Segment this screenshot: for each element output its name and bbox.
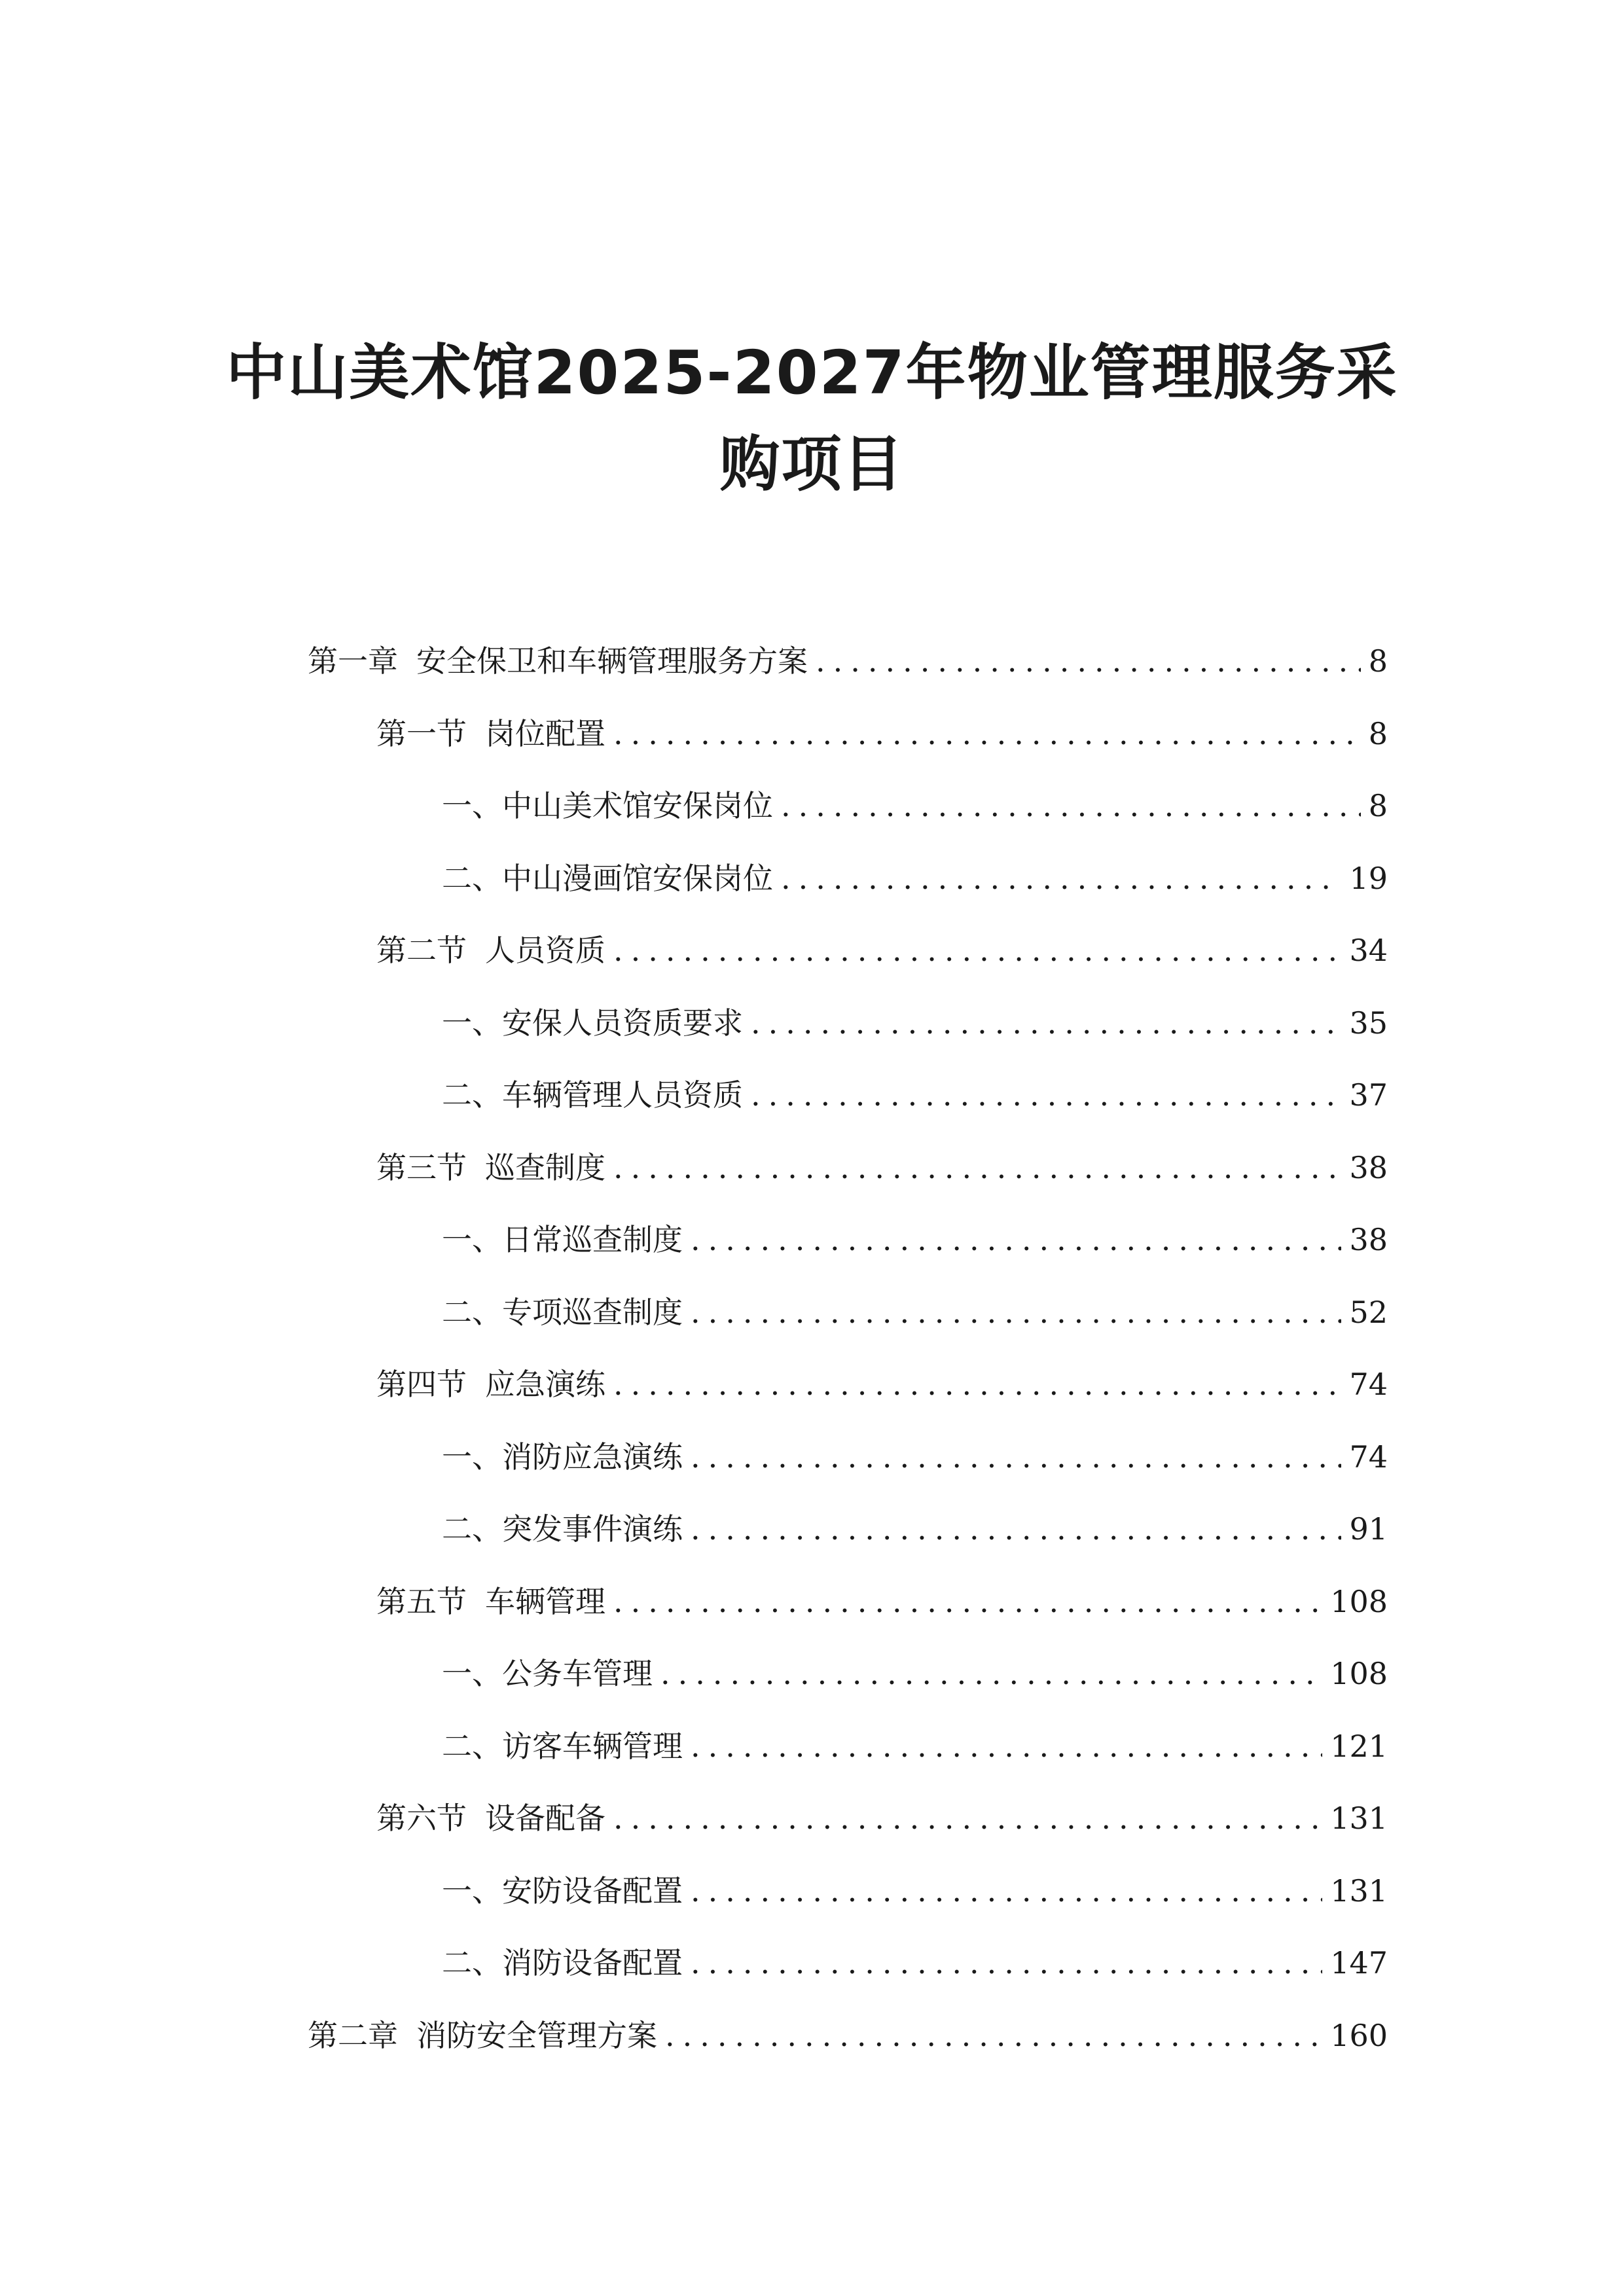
toc-entry[interactable] — [308, 714, 1388, 787]
toc-entry-number: 第二章 — [308, 2017, 398, 2053]
toc-dot-leader — [613, 1148, 1341, 1187]
document-title-line-2: 购项目 — [719, 429, 905, 499]
toc-entry-label: 应急演练 — [485, 1367, 605, 1402]
toc-entry[interactable] — [308, 1003, 1388, 1076]
toc-dot-leader — [816, 641, 1361, 681]
toc-entry-number: 第二节 — [376, 933, 467, 968]
toc-dot-leader — [751, 1075, 1341, 1115]
toc-entry-number: 二、 — [442, 1294, 502, 1330]
toc-entry-page-number: 147 — [1330, 1945, 1388, 1981]
toc-entry-page-number: 91 — [1349, 1511, 1388, 1547]
toc-entry-page-number: 8 — [1368, 643, 1388, 679]
toc-entry-label: 访客车辆管理 — [502, 1728, 683, 1764]
toc-entry-label: 车辆管理人员资质 — [502, 1077, 743, 1113]
document-title-line-1: 中山美术馆2025-2027年物业管理服务采 — [226, 338, 1398, 408]
toc-entry-label: 消防安全管理方案 — [416, 2017, 657, 2053]
toc-entry-number: 第三节 — [376, 1149, 467, 1185]
toc-entry-page-number: 38 — [1349, 1222, 1388, 1257]
toc-dot-leader — [781, 859, 1341, 898]
toc-entry-number: 二、 — [442, 1728, 502, 1764]
toc-dot-leader — [691, 1871, 1322, 1910]
toc-dot-leader — [660, 1654, 1322, 1693]
toc-dot-leader — [691, 1943, 1322, 1982]
toc-entry[interactable] — [308, 1943, 1388, 2016]
toc-entry[interactable] — [308, 1075, 1388, 1148]
toc-entry-page-number: 131 — [1330, 1801, 1388, 1836]
toc-entry-label: 车辆管理 — [485, 1583, 605, 1619]
toc-entry[interactable] — [308, 1871, 1388, 1944]
toc-entry-number: 二、 — [442, 1511, 502, 1547]
toc-entry-page-number: 121 — [1330, 1728, 1388, 1764]
toc-entry-label: 安防设备配置 — [502, 1873, 683, 1909]
toc-dot-leader — [613, 714, 1361, 753]
toc-entry-number: 第五节 — [376, 1583, 467, 1619]
toc-dot-leader — [691, 1437, 1341, 1477]
toc-entry-number: 一、 — [442, 1873, 502, 1909]
toc-entry-number: 第一章 — [308, 643, 398, 679]
toc-entry-label: 专项巡查制度 — [502, 1294, 683, 1330]
toc-dot-leader — [781, 786, 1361, 825]
toc-entry-label: 日常巡查制度 — [502, 1222, 683, 1257]
toc-entry-number: 二、 — [442, 860, 502, 896]
toc-entry-number: 第六节 — [376, 1801, 467, 1836]
toc-dot-leader — [691, 1293, 1341, 1332]
table-of-contents — [308, 641, 1388, 2088]
toc-entry-label: 中山美术馆安保岗位 — [502, 788, 773, 823]
toc-entry-label: 人员资质 — [485, 933, 605, 968]
toc-entry-page-number: 52 — [1349, 1294, 1388, 1330]
toc-entry-label: 突发事件演练 — [502, 1511, 683, 1547]
toc-entry-page-number: 8 — [1368, 788, 1388, 823]
toc-entry-page-number: 19 — [1349, 860, 1388, 896]
toc-entry[interactable] — [308, 931, 1388, 1003]
toc-entry[interactable] — [308, 2016, 1388, 2089]
toc-entry[interactable] — [308, 1582, 1388, 1655]
toc-entry-page-number: 74 — [1349, 1367, 1388, 1402]
toc-entry-number: 二、 — [442, 1077, 502, 1113]
toc-entry-label: 设备配备 — [485, 1801, 605, 1836]
toc-dot-leader — [691, 1220, 1341, 1259]
toc-entry-page-number: 131 — [1330, 1873, 1388, 1909]
toc-entry-label: 消防设备配置 — [502, 1945, 683, 1981]
toc-entry-number: 第四节 — [376, 1367, 467, 1402]
toc-entry[interactable] — [308, 1293, 1388, 1365]
toc-entry[interactable] — [308, 1654, 1388, 1727]
toc-dot-leader — [691, 1727, 1322, 1766]
toc-entry[interactable] — [308, 1727, 1388, 1799]
toc-entry-page-number: 38 — [1349, 1149, 1388, 1185]
toc-entry[interactable] — [308, 1437, 1388, 1510]
toc-entry-page-number: 34 — [1349, 933, 1388, 968]
toc-entry-number: 一、 — [442, 1005, 502, 1041]
toc-entry[interactable] — [308, 859, 1388, 931]
toc-dot-leader — [691, 1509, 1341, 1549]
toc-entry[interactable] — [308, 1220, 1388, 1293]
toc-entry-number: 一、 — [442, 788, 502, 823]
toc-entry-number: 一、 — [442, 1222, 502, 1257]
toc-entry-number: 一、 — [442, 1439, 502, 1475]
toc-entry-number: 二、 — [442, 1945, 502, 1981]
toc-dot-leader — [665, 2016, 1322, 2055]
toc-entry-label: 岗位配置 — [485, 715, 605, 751]
toc-entry-label: 公务车管理 — [502, 1656, 653, 1691]
toc-entry[interactable] — [308, 641, 1388, 714]
toc-dot-leader — [751, 1003, 1341, 1043]
toc-entry-label: 消防应急演练 — [502, 1439, 683, 1475]
toc-entry-number: 一、 — [442, 1656, 502, 1691]
toc-entry-page-number: 74 — [1349, 1439, 1388, 1475]
toc-entry-page-number: 37 — [1349, 1077, 1388, 1113]
toc-entry-label: 安保人员资质要求 — [502, 1005, 743, 1041]
toc-entry-page-number: 35 — [1349, 1005, 1388, 1041]
toc-entry-label: 中山漫画馆安保岗位 — [502, 860, 773, 896]
toc-entry[interactable] — [308, 1365, 1388, 1437]
toc-dot-leader — [613, 1582, 1322, 1621]
toc-dot-leader — [613, 931, 1341, 970]
toc-entry[interactable] — [308, 786, 1388, 859]
toc-entry-number: 第一节 — [376, 715, 467, 751]
toc-entry-page-number: 8 — [1368, 715, 1388, 751]
document-title — [0, 327, 1624, 511]
toc-entry-label: 巡查制度 — [485, 1149, 605, 1185]
toc-entry-page-number: 108 — [1330, 1583, 1388, 1619]
toc-entry[interactable] — [308, 1799, 1388, 1871]
toc-entry[interactable] — [308, 1509, 1388, 1582]
toc-entry-label: 安全保卫和车辆管理服务方案 — [416, 643, 808, 679]
toc-entry-page-number: 108 — [1330, 1656, 1388, 1691]
toc-dot-leader — [613, 1799, 1322, 1838]
toc-entry-page-number: 160 — [1330, 2017, 1388, 2053]
toc-dot-leader — [613, 1365, 1341, 1404]
toc-entry[interactable] — [308, 1148, 1388, 1221]
